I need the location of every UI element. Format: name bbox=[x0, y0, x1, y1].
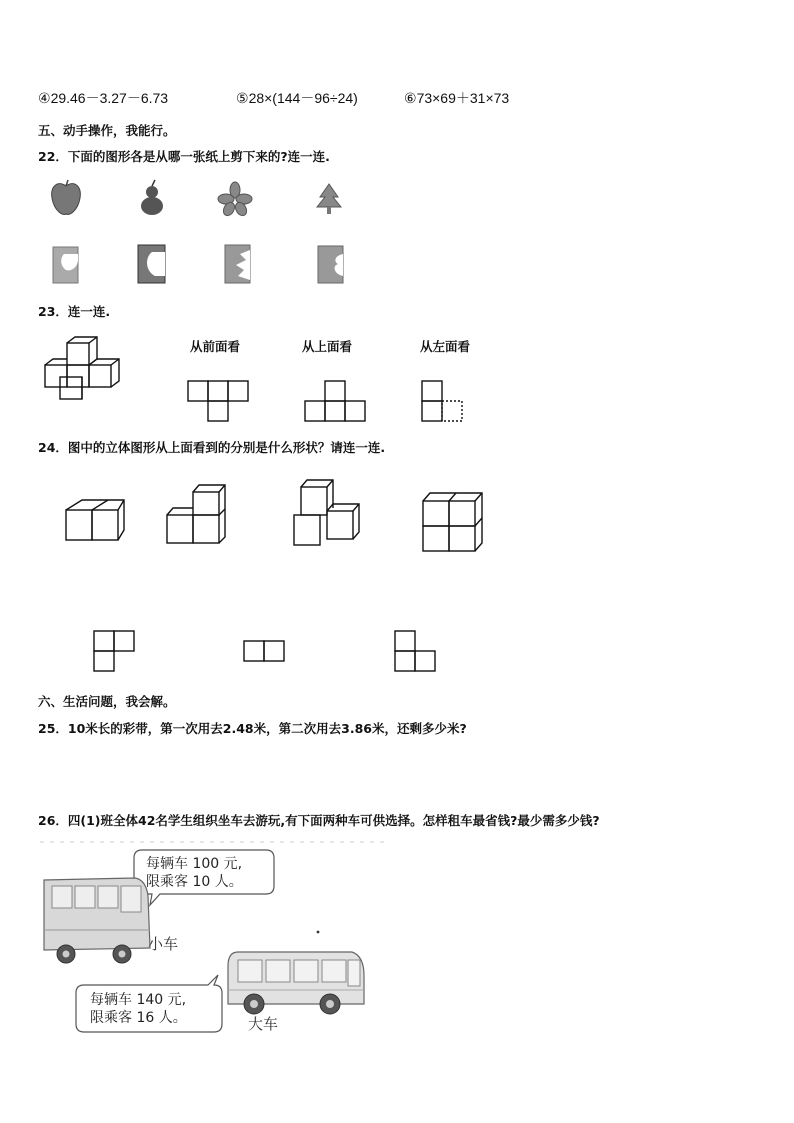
question-23: 23．连一连. bbox=[38, 304, 111, 319]
view-label-top: 从上面看 bbox=[302, 339, 353, 354]
section-5-title: 五、动手操作，我能行。 bbox=[38, 123, 176, 138]
circled-number: ⑤ bbox=[236, 90, 249, 106]
question-26: 26．四(1)班全体42名学生组织坐车去游玩,有下面两种车可供选择。怎样租车最省钱?最少需多少钱? bbox=[38, 813, 600, 828]
small-bus-label: 小车 bbox=[148, 935, 179, 953]
calc-expression: 29.46－3.27－6.73 bbox=[50, 90, 169, 106]
big-bus-price: 每辆车 140 元, bbox=[90, 992, 187, 1008]
question-25: 25．10米长的彩带，第一次用去2.48米，第二次用去3.86米，还剩多少米? bbox=[38, 721, 467, 736]
question-24: 24．图中的立体图形从上面看到的分别是什么形状？请连一连. bbox=[38, 440, 386, 455]
small-bus-icon bbox=[44, 878, 150, 963]
view-label-left: 从左面看 bbox=[420, 339, 471, 354]
small-bus-info bbox=[146, 855, 243, 891]
circled-number: ④ bbox=[38, 90, 51, 106]
view-label-front: 从前面看 bbox=[190, 339, 241, 354]
section-6-title: 六、生活问题，我会解。 bbox=[38, 694, 176, 709]
big-bus-icon bbox=[228, 952, 364, 1014]
small-bus-capacity: 限乘客 10 人。 bbox=[146, 874, 243, 890]
calc-expression: 28×(144－96÷24) bbox=[248, 90, 358, 106]
small-bus-price: 每辆车 100 元, bbox=[146, 856, 243, 872]
big-bus-label: 大车 bbox=[248, 1015, 279, 1033]
circled-number: ⑥ bbox=[404, 90, 417, 106]
calc-expression: 73×69＋31×73 bbox=[416, 90, 510, 106]
question-22: 22．下面的图形各是从哪一张纸上剪下来的?连一连. bbox=[38, 149, 330, 164]
big-bus-info bbox=[90, 991, 187, 1027]
big-bus-capacity: 限乘客 16 人。 bbox=[90, 1010, 187, 1026]
